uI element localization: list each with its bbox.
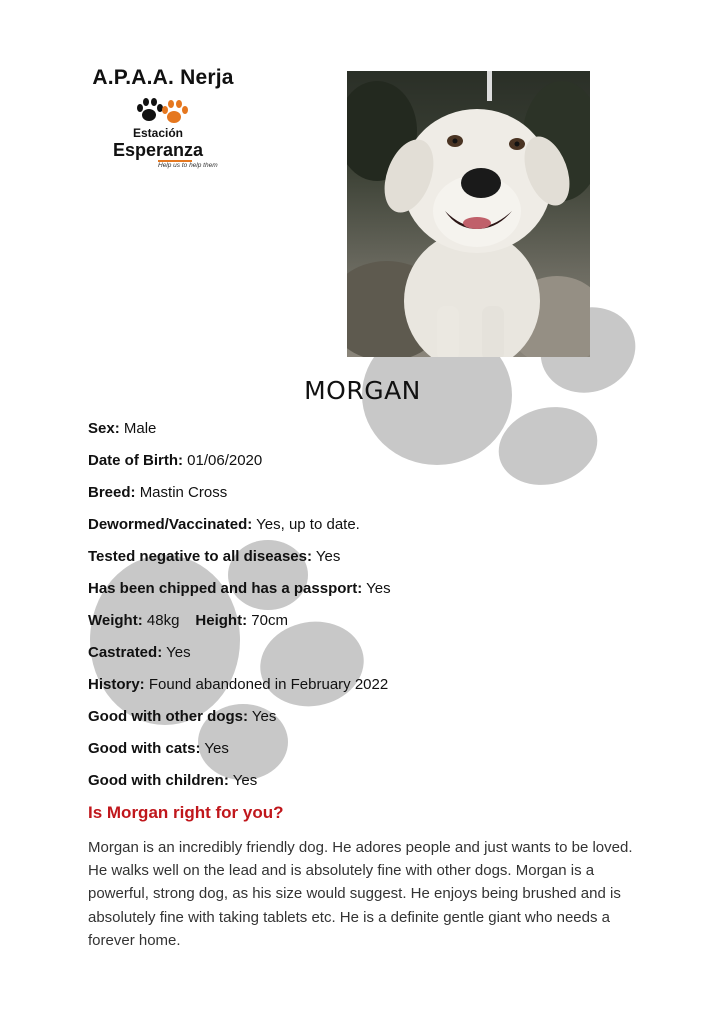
fact-good-with-children <box>88 772 257 789</box>
fact-label: History: <box>88 676 145 693</box>
fact-breed <box>88 484 227 501</box>
fact-value: Mastin Cross <box>139 484 228 501</box>
fact-tested <box>88 548 340 565</box>
logo-tagline: Help us to help them <box>158 162 218 169</box>
logo-name: Esperanza <box>112 140 204 160</box>
dog-name: MORGAN <box>304 376 421 405</box>
fact-value: 01/06/2020 <box>187 452 263 469</box>
fact-good-with-cats <box>88 740 229 757</box>
fact-label: Good with cats: <box>88 740 201 757</box>
logo-title: A.P.A.A. Nerja <box>92 66 234 89</box>
fact-label: Sex: <box>88 420 120 437</box>
fact-label: Dewormed/Vaccinated: <box>88 516 253 533</box>
fact-label: Tested negative to all diseases: <box>88 548 312 565</box>
fact-value: Yes <box>315 548 341 565</box>
fact-chipped <box>88 580 391 597</box>
dog-illustration <box>347 71 590 357</box>
fact-value: Yes, up to date. <box>256 516 360 533</box>
fact-label: Good with other dogs: <box>88 708 248 725</box>
fact-label: Date of Birth: <box>88 452 183 469</box>
organization-logo <box>88 62 238 177</box>
fact-value: Yes <box>166 644 191 661</box>
fact-value: Yes <box>366 580 391 597</box>
fact-value: Yes <box>204 740 229 757</box>
section-heading: Is Morgan right for you? <box>88 803 284 822</box>
fact-label: Height: <box>195 612 248 629</box>
fact-weight-height <box>88 612 288 629</box>
fact-vaccinated <box>88 516 360 533</box>
fact-history <box>88 676 388 693</box>
fact-castrated <box>88 644 191 661</box>
fact-value: 70cm <box>251 612 288 629</box>
fact-date-of-birth <box>88 452 262 469</box>
fact-label: Has been chipped and has a passport: <box>88 580 363 597</box>
fact-label: Castrated: <box>88 644 163 661</box>
fact-sex <box>88 420 156 437</box>
fact-label: Good with children: <box>88 772 229 789</box>
fact-value: Found abandoned in February 2022 <box>148 676 389 693</box>
fact-value: 48kg <box>146 612 180 629</box>
fact-value: Yes <box>251 708 277 725</box>
fact-value: Yes <box>232 772 258 789</box>
fact-label: Weight: <box>88 612 143 629</box>
logo-subtitle: Estación <box>132 126 183 140</box>
fact-good-with-dogs <box>88 708 276 725</box>
paw-logo-icon <box>136 96 188 126</box>
dog-photo <box>347 71 590 357</box>
fact-value: Male <box>123 420 157 437</box>
fact-label: Breed: <box>88 484 136 501</box>
dog-description: Morgan is an incredibly friendly dog. He adores people and just wants to be loved. He walks well on the lead and is absolutely fine with other dogs. Morgan is a powerful, strong dog, as his size would suggest. He enjoys being brushed and is absolutely fine with taking tablets etc. He is a definite gentle giant who needs a forever home. <box>88 839 633 949</box>
